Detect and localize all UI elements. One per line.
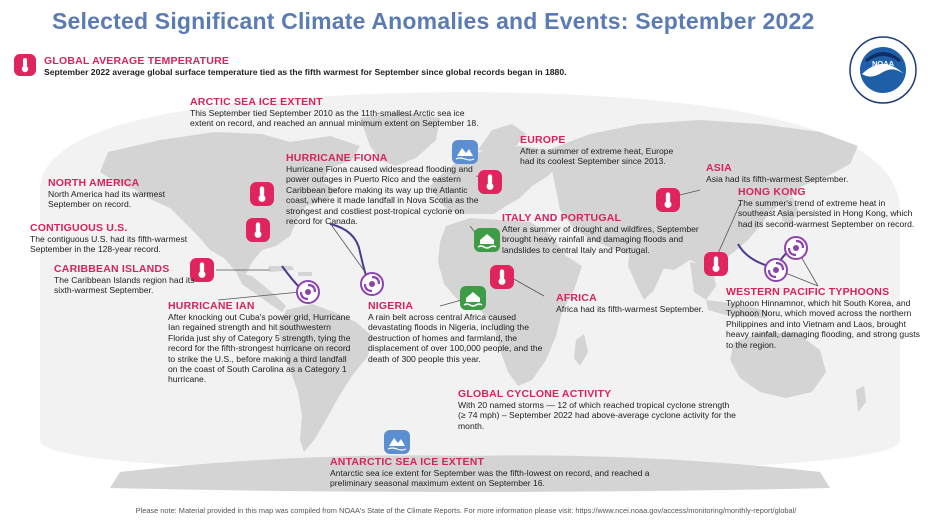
body-europe: After a summer of extreme heat, Europe had its coolest September since 2013. [520,146,674,167]
body-global-cyclone-activity: With 20 named storms — 12 of which reached tropical cyclone strength (≥ 74 mph) – September 2022 had above-average cyclone activity for the month. [458,400,736,431]
page-title: Selected Significant Climate Anomalies and Events: September 2022 [52,8,815,34]
heading-africa: AFRICA [556,292,597,304]
heading-caribbean: CARIBBEAN ISLANDS [54,263,170,275]
annotation-africa [556,292,726,314]
annotation-western-pacific-typhoons [726,286,921,350]
body-caribbean: The Caribbean Islands region had its sixth-warmest September. [54,275,195,296]
annotation-global-cyclone-activity [458,388,738,431]
body-north-america: North America had its warmest September on record. [48,189,166,210]
body-nigeria: A rain belt across central Africa caused devastating floods in Nigeria, including the destruction of homes and farmland, the displacement of over 100,000 people, and the death of 300 people this year. [368,312,543,364]
body-western-pacific-typhoons: Typhoon Hinnamnor, which hit South Korea, and Typhoon Noru, which moved across the northern Philippines and into Vietnam and Laos, brought heavy rainfall, damaging flooding, and strong gusts to the region. [726,298,920,350]
thermometer-icon [246,218,270,242]
heading-contiguous-us: CONTIGUOUS U.S. [30,222,128,234]
heading-antarctic-sea-ice: ANTARCTIC SEA ICE EXTENT [330,456,485,468]
thermometer-icon [250,182,274,206]
annotation-north-america [48,177,198,210]
body-contiguous-us: The contiguous U.S. had its fifth-warmest September in the 128-year record. [30,234,188,255]
annotation-hurricane-fiona [286,152,486,226]
thermometer-icon [704,252,728,276]
thermometer-icon [14,54,36,76]
body-arctic-sea-ice: This September tied September 2010 as the 11th-smallest Arctic sea ice extent on record, and reached an annual minimum extent on September 18. [190,108,479,129]
annotation-arctic-sea-ice [190,96,480,129]
noaa-logo [849,36,917,104]
hurricane-icon [784,236,808,260]
thermometer-icon [656,188,680,212]
body-hurricane-fiona: Hurricane Fiona caused widespread flooding and power outages in Puerto Rico and the eastern Caribbean before making its way up the Atlantic coast, where it made landfall in Nova Scotia as the strongest and costliest post-tropical cyclone on record for Canada. [286,164,479,227]
thermometer-icon [490,265,514,289]
body-hurricane-ian: After knocking out Cuba's power grid, Hurricane Ian regained strength and hit southwestern Florida just shy of Category 5 strength, tying the record for the fifth-strongest hurricane on record to strike the U.S., before making a third landfall on the coast of South Carolina as a Category 1 hurricane. [168,312,351,385]
footnote: Please note: Material provided in this map was compiled from NOAA's State of the Climate Reports. For more information please visit: https://www.ncei.noaa.gov/access/monitoring/monthly-report/global/ [135,506,797,515]
body-africa: Africa had its fifth-warmest September. [556,304,704,314]
body-asia: Asia had its fifth-warmest September. [706,174,849,184]
annotation-nigeria [368,300,548,364]
annotation-asia [706,162,866,184]
heading-hurricane-ian: HURRICANE IAN [168,300,255,312]
body-antarctic-sea-ice: Antarctic sea ice extent for September was the fifth-lowest on record, and reached a preliminary seasonal maximum extent on September 16. [330,468,650,489]
heading-north-america: NORTH AMERICA [48,177,140,189]
heading-nigeria: NIGERIA [368,300,414,312]
annotation-hong-kong [738,186,918,229]
heading-asia: ASIA [706,162,732,174]
heading-europe: EUROPE [520,134,566,146]
hurricane-icon [360,272,384,296]
heading-global-temperature: GLOBAL AVERAGE TEMPERATURE [44,55,230,67]
heading-western-pacific-typhoons: WESTERN PACIFIC TYPHOONS [726,286,890,298]
annotation-contiguous-us [30,222,220,255]
annotation-global-temperature [44,55,694,77]
logo-center-text: NOAA [871,59,895,68]
hurricane-icon [764,258,788,282]
heading-italy-portugal: ITALY AND PORTUGAL [502,212,622,224]
heading-hong-kong: HONG KONG [738,186,806,198]
body-italy-portugal: After a summer of drought and wildfires, September brought heavy rainfall and damaging floods and landslides to central Italy and Portugal. [502,224,699,255]
body-hong-kong: The summer's trend of extreme heat in southeast Asia persisted in Hong Kong, which had its second-warmest September on record. [738,198,915,229]
annotation-caribbean [54,263,204,296]
heading-arctic-sea-ice: ARCTIC SEA ICE EXTENT [190,96,323,108]
heading-hurricane-fiona: HURRICANE FIONA [286,152,388,164]
flood-house-icon [474,228,500,252]
annotation-antarctic-sea-ice [330,456,670,489]
sea-ice-icon [384,430,410,454]
body-global-temperature: September 2022 average global surface temperature tied as the fifth warmest for September since global records began in 1880. [44,67,567,77]
annotation-europe [520,134,680,167]
heading-global-cyclone-activity: GLOBAL CYCLONE ACTIVITY [458,388,612,400]
annotation-hurricane-ian [168,300,358,385]
annotation-italy-portugal [502,212,702,255]
